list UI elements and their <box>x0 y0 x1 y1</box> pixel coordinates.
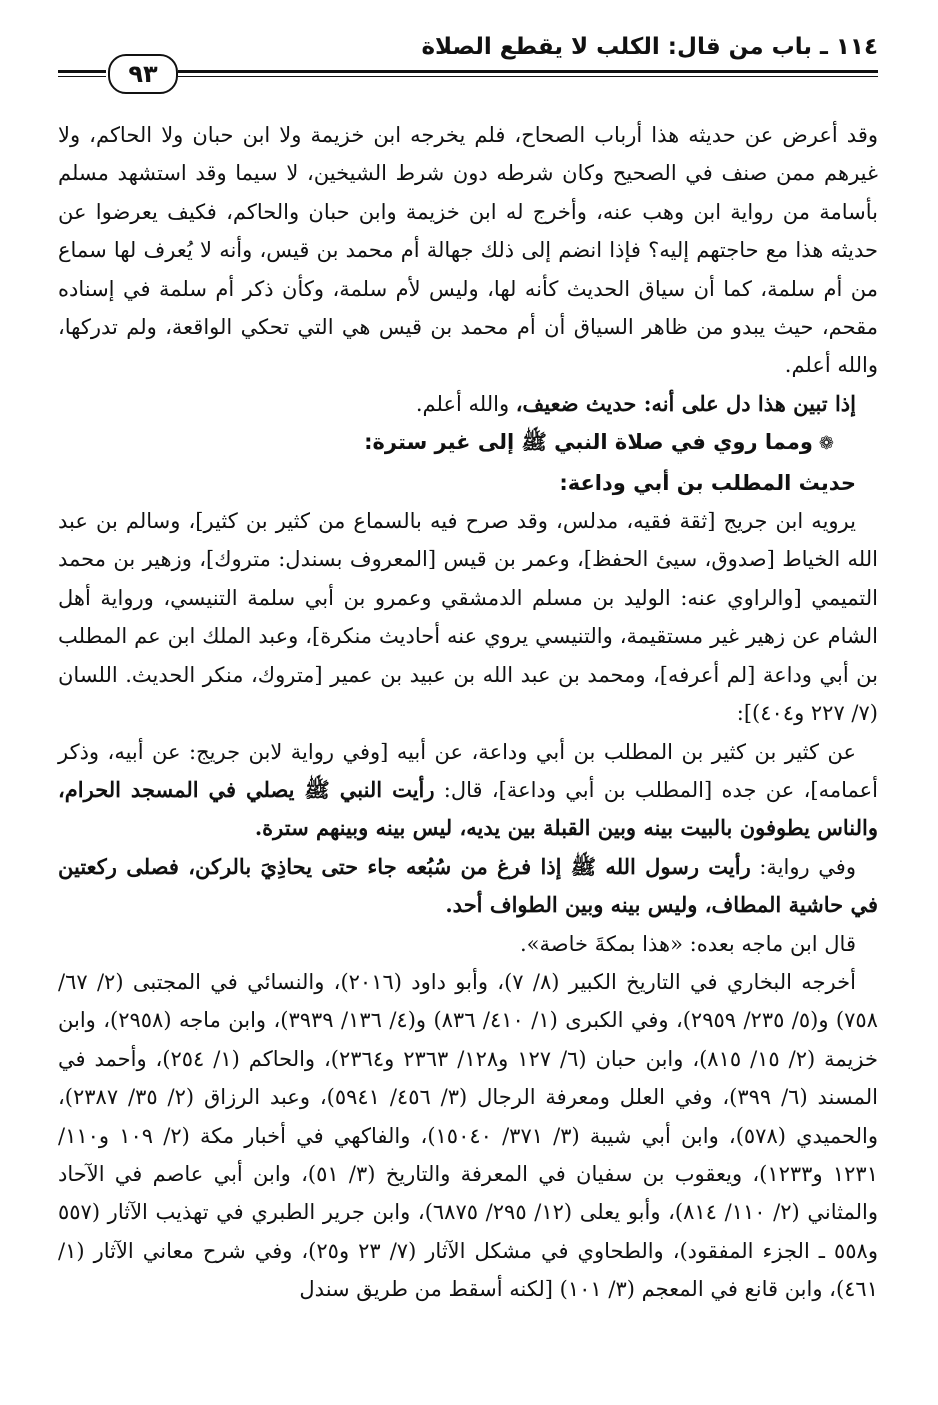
section-title: ومما روي في صلاة النبي ﷺ إلى غير سترة: <box>364 430 813 455</box>
conclusion-bold: إذا تبين هذا دل على أنه: حديث ضعيف، <box>515 390 856 416</box>
flower-bullet-icon: ❁ <box>818 433 834 455</box>
paragraph: يرويه ابن جريج [ثقة فقيه، مدلس، وقد صرح فيه بالسماع من كثير بن كثير]، وسالم بن عبد الله الخياط [صدوق، سيئ الحفظ]، وعمر بن قيس [المعروف بسندل: متروك]، وزهير بن محمد التميمي [والراوي عنه: الوليد بن مسلم الدمشقي وعمرو بن أبي سلمة التنيسي، ورواية أهل الشام عن زهير غير مستقيمة، والتنيسي يروي عنه أحاديث منكرة]، وعبد الملك ابن عم المطلب بن أبي وداعة [لم أعرفه]، ومحمد بن عبد الله بن عبيد بن عمير [متروك، منكر الحديث. اللسان (٧/ ٢٢٧ و٤٠٤)]: <box>58 509 878 726</box>
hadith-isnad: عن كثير بن كثير بن المطلب بن أبي وداعة، عن أبيه [وفي رواية لابن جريج: عن أبيه، وذكر أعمامه]، عن جده [المطلب بن أبي وداعة]، قال: <box>58 739 878 802</box>
hadith-variant-paragraph <box>58 848 878 925</box>
subsection-heading: حديث المطلب بن أبي وداعة: <box>559 470 856 495</box>
hadith-matn: رأيت النبي ﷺ يصلي في المسجد الحرام، والناس يطوفون بالبيت بينه وبين القبلة بين يديه، ليس بينه وبينهم سترة. <box>58 776 878 841</box>
header-rule <box>178 70 878 73</box>
page-body <box>58 116 878 1309</box>
chapter-title: ١١٤ ـ باب من قال: الكلب لا يقطع الصلاة <box>421 34 878 60</box>
takhrij-paragraph: أخرجه البخاري في التاريخ الكبير (٨/ ٧)، وأبو داود (٢٠١٦)، والنسائي في المجتبى (٢/ ٦٧/ ٧٥٨) و(٥/ ٢٣٥/ ٢٩٥٩)، وفي الكبرى (١/ ٤١٠/ ٨٣٦) و(٤/ ١٣٦/ ٣٩٣٩)، وابن ماجه (٢٩٥٨)، وابن خزيمة (٢/ ١٥/ ٨١٥)، وابن حبان (٦/ ١٢٧ و١٢٨/ ٢٣٦٣ و٢٣٦٤)، والحاكم (١/ ٢٥٤)، وأحمد في المسند (٦/ ٣٩٩)، وفي العلل ومعرفة الرجال (٣/ ٤٥٦/ ٥٩٤١)، وعبد الرزاق (٢/ ٣٥/ ٢٣٨٧)، والحميدي (٥٧٨)، وابن أبي شيبة (٣/ ٣٧١/ ١٥٠٤٠)، والفاكهي في أخبار مكة (٢/ ١٠٩ و١١٠/ ١٢٣١ و١٢٣٣)، ويعقوب بن سفيان في المعرفة والتاريخ (٣/ ٥١)، وابن أبي عاصم في الآحاد والمثاني (٢/ ١١٠/ ٨١٤)، وأبو يعلى (١٢/ ٢٩٥/ ٦٨٧٥)، وابن جرير الطبري في تهذيب الآثار (٥٥٧ و٥٥٨ ـ الجزء المفقود)، والطحاوي في مشكل الآثار (٧/ ٢٣ و٢٥)، وفي شرح معاني الآثار (١/ ٤٦١)، وابن قانع في المعجم (٣/ ١٠١) [لكنه أسقط من طريق سندل <box>58 969 878 1302</box>
variant-intro: وفي رواية: <box>750 854 856 879</box>
conclusion-text: والله أعلم. <box>415 391 516 416</box>
paragraph: وقد أعرض عن حديثه هذا أرباب الصحاح، فلم يخرجه ابن خزيمة ولا ابن حبان ولا الحاكم، ولا غيرهم ممن صنف في الصحيح وكان شرطه دون شرط الشيخين، لا سيما وقد استشهد مسلم بأسامة من رواية ابن وهب عنه، وأخرج له ابن خزيمة وابن حبان والحاكم، فكيف يعرضوا عن حديثه هذا مع حاجتهم إليه؟ فإذا انضم إلى ذلك جهالة أم محمد بن قيس، وأنه لا يُعرف لها سماع من أم سلمة، كما أن سياق الحديث كأنه لها، وليس لأم سلمة، وكأن ذكر أم سلمة في إسناده مقحم، حيث يبدو من ظاهر السياق أن أم محمد بن قيس هي التي تحكي الواقعة، ولم تدركها، والله أعلم. <box>58 123 878 378</box>
conclusion-paragraph <box>58 385 878 423</box>
section-heading <box>58 423 878 463</box>
ibn-majah-note: قال ابن ماجه بعده: «هذا بمكةَ خاصة». <box>520 931 856 956</box>
header-rule-thin <box>178 76 878 77</box>
book-page <box>58 30 878 1390</box>
hadith-paragraph <box>58 733 878 848</box>
header-rule-left-thin <box>58 76 106 77</box>
header-rule-left <box>58 70 106 73</box>
variant-matn: رأيت رسول الله ﷺ إذا فرغ من سُبُعه جاء حتى يحاذِيَ بالركن، فصلى ركعتين في حاشية المطاف، وليس بينه وبين الطواف أحد. <box>58 853 878 918</box>
page-header <box>58 30 878 102</box>
page-number: ٩٣ <box>108 54 178 94</box>
